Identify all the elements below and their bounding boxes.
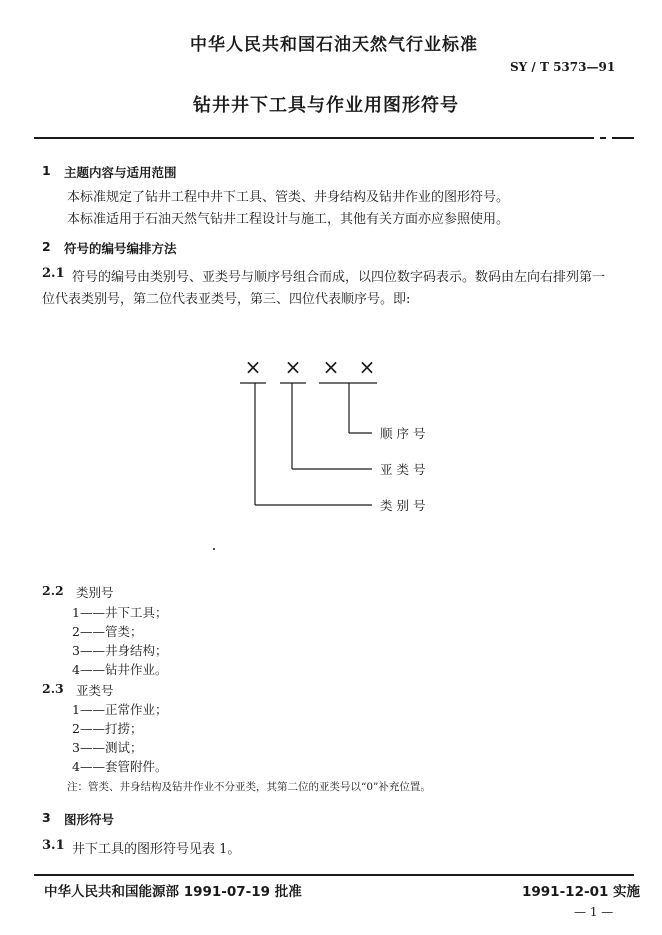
- clause-2-3-title: 亚类号: [76, 683, 114, 698]
- class-item-3: 3——井身结构；: [72, 643, 168, 658]
- section2-number: 2: [42, 239, 51, 254]
- scan-speck: [213, 548, 215, 550]
- clause-2-2-title: 类别号: [76, 585, 114, 600]
- standard-org-title: 中华人民共和国石油天然气行业标准: [190, 35, 478, 55]
- clause-2-1-line-1: 符号的编号由类别号、亚类号与顺序号组合而成，以四位数字码表示。数码由左向右排列第一: [72, 270, 606, 285]
- section1-heading: 主题内容与适用范围: [64, 165, 177, 180]
- standard-code: SY / T 5373—91: [510, 60, 616, 74]
- effective-date: 1991-12-01 实施: [522, 884, 641, 900]
- label-subclass-number: 亚 类 号: [380, 462, 426, 477]
- clause-2-3-number: 2.3: [42, 681, 64, 696]
- clause-2-2-number: 2.2: [42, 583, 64, 598]
- section3-heading: 图形符号: [64, 812, 115, 827]
- diagram-mark-3: ×: [322, 355, 340, 379]
- clause-2-1-number: 2.1: [42, 266, 65, 281]
- section3-number: 3: [42, 810, 51, 825]
- subclass-note: 注：管类、井身结构及钻井作业不分亚类，其第二位的亚类号以“0”补充位置。: [67, 781, 431, 793]
- subclass-item-3: 3——测试；: [72, 740, 143, 755]
- label-class-number: 类 别 号: [380, 498, 426, 513]
- footer-rule: [34, 874, 634, 876]
- class-item-4: 4——钻井作业。: [72, 662, 168, 677]
- diagram-mark-4: ×: [358, 355, 376, 379]
- section1-number: 1: [42, 163, 51, 178]
- clause-3-1-number: 3.1: [42, 838, 65, 853]
- section1-paragraph-2: 本标准适用于石油天然气钻井工程设计与施工，其他有关方面亦应参照使用。: [67, 212, 510, 227]
- clause-3-1-text: 井下工具的图形符号见表 1。: [72, 842, 241, 857]
- document-title: 钻井井下工具与作业用图形符号: [193, 95, 459, 116]
- label-order-number: 顺 序 号: [380, 426, 426, 441]
- subclass-item-1: 1——正常作业；: [72, 702, 168, 717]
- page-number: — 1 —: [574, 905, 614, 919]
- diagram-mark-2: ×: [284, 355, 302, 379]
- subclass-item-2: 2——打捞；: [72, 721, 143, 736]
- class-item-2: 2——管类；: [72, 624, 143, 639]
- approval-line: 中华人民共和国能源部 1991-07-19 批准: [44, 884, 302, 900]
- subclass-item-4: 4——套管附件。: [72, 759, 168, 774]
- diagram-mark-1: ×: [244, 355, 262, 379]
- class-item-1: 1——井下工具；: [72, 605, 168, 620]
- section2-heading: 符号的编号编排方法: [64, 241, 177, 256]
- clause-2-1-line-2: 位代表类别号，第二位代表亚类号，第三、四位代表顺序号。即:: [42, 292, 411, 307]
- section1-paragraph-1: 本标准规定了钻井工程中井下工具、管类、井身结构及钻井作业的图形符号。: [67, 190, 510, 205]
